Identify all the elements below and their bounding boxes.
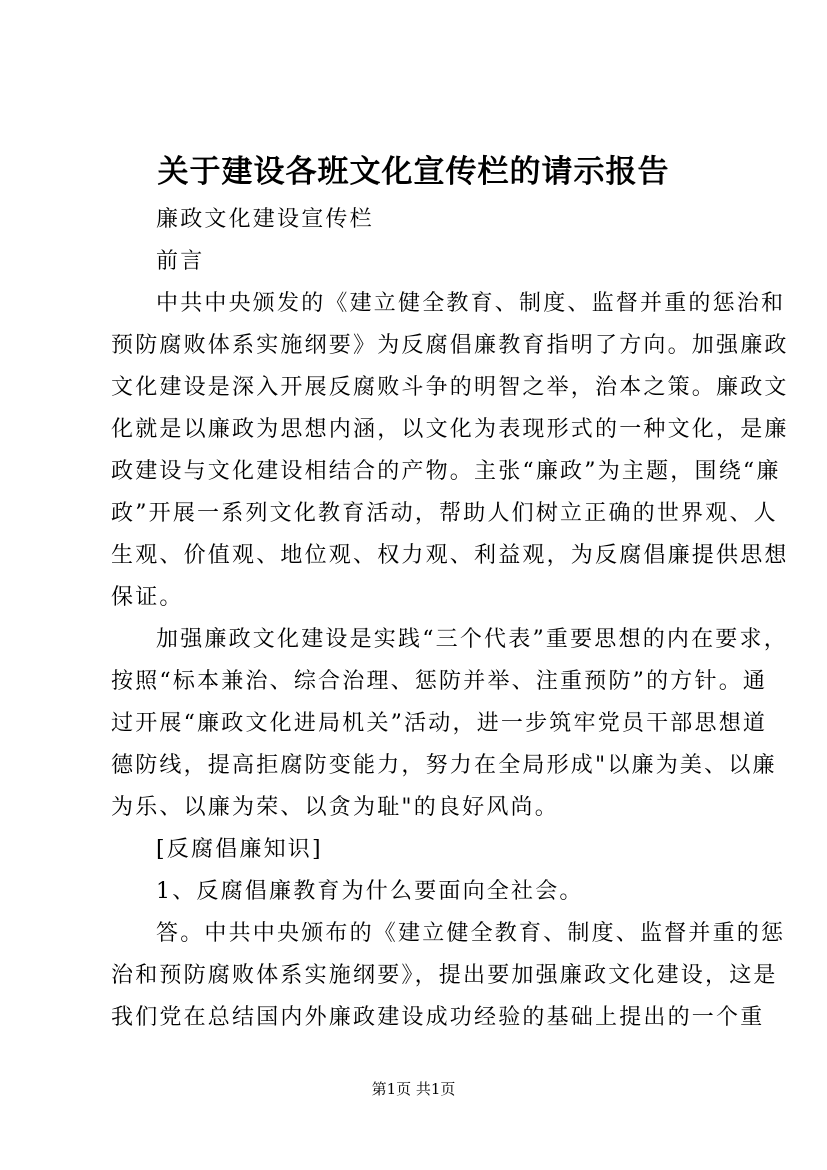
paragraph-line: 文化建设是深入开展反腐败斗争的明智之举，治本之策。廉政文 — [111, 375, 789, 400]
paragraph-line: 加强廉政文化建设是实践“三个代表”重要思想的内在要求， — [156, 627, 788, 652]
question-line: 1、反腐倡廉教育为什么要面向全社会。 — [156, 879, 584, 904]
paragraph-line: 按照“标本兼治、综合治理、惩防并举、注重预防”的方针。通 — [111, 669, 768, 694]
section-heading: 廉政文化建设宣传栏 — [156, 207, 374, 232]
paragraph-line: 生观、价值观、地位观、权力观、利益观，为反腐倡廉提供思想 — [111, 543, 789, 568]
paragraph-line: 政”开展一系列文化教育活动，帮助人们树立正确的世界观、人 — [111, 501, 778, 526]
paragraph-line: 预防腐败体系实施纲要》为反腐倡廉教育指明了方向。加强廉政 — [111, 333, 789, 358]
answer-line: 治和预防腐败体系实施纲要》，提出要加强廉政文化建设，这是 — [111, 963, 778, 988]
preface-heading: 前言 — [156, 249, 205, 274]
document-title: 关于建设各班文化宣传栏的请示报告 — [157, 154, 670, 190]
knowledge-heading: [反腐倡廉知识] — [156, 837, 323, 862]
paragraph-line: 保证。 — [111, 585, 184, 610]
paragraph-line: 政建设与文化建设相结合的产物。主张“廉政”为主题，围绕“廉 — [111, 459, 781, 484]
answer-line: 我们党在总结国内外廉政建设成功经验的基础上提出的一个重 — [111, 1005, 765, 1030]
page-footer: 第1页 共1页 — [371, 1080, 456, 1098]
paragraph-line: 中共中央颁发的《建立健全教育、制度、监督并重的惩治和 — [156, 291, 786, 316]
paragraph-line: 为乐、以廉为荣、以贪为耻"的良好风尚。 — [111, 795, 559, 820]
paragraph-line: 化就是以廉政为思想内涵，以文化为表现形式的一种文化，是廉 — [111, 417, 789, 442]
answer-line: 答。中共中央颁布的《建立健全教育、制度、监督并重的惩 — [156, 921, 786, 946]
paragraph-line: 德防线，提高拒腐防变能力，努力在全局形成"以廉为美、以廉 — [111, 753, 777, 778]
paragraph-line: 过开展“廉政文化进局机关”活动，进一步筑牢党员干部思想道 — [111, 711, 768, 736]
